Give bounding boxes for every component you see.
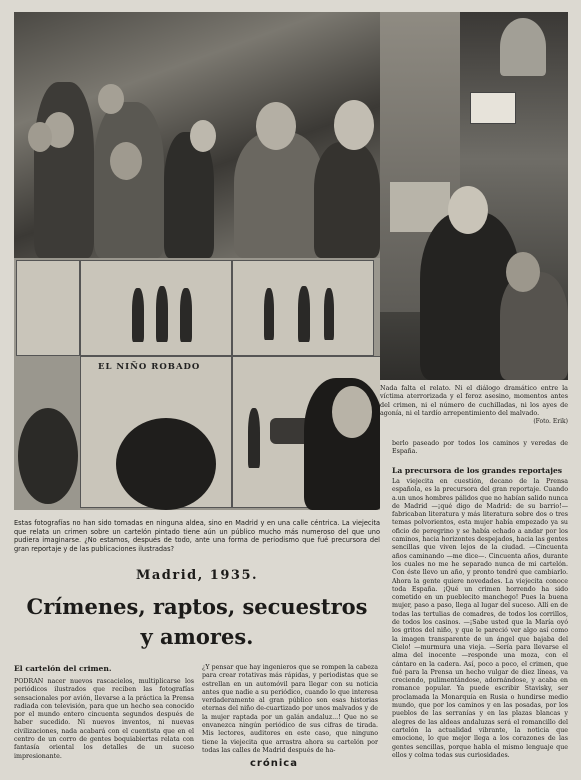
photo-caption-right [380, 384, 568, 426]
title-line-1: Crímenes, raptos, secuestros [26, 594, 368, 619]
painted-title: EL NIÑO ROBADO [98, 362, 201, 372]
title-line-2: y amores. [140, 624, 254, 649]
notice-photo [470, 92, 516, 124]
photo-caption-right-text: Nada falta el relato. Ni el diálogo dramático entre la víctima aterrorizada y el feroz asesino, momentos antes del crimen, ni el número de cuchilladas, ni los ayes de agonía, ni el tardío arrepentimiento del malvado. [380, 384, 568, 418]
column-3-top: berlo paseado por todos los caminos y veredas de España. [392, 440, 568, 456]
footer-masthead: crónica [250, 758, 298, 769]
photo-caption-main: Estas fotografías no han sido tomadas en ninguna aldea, sino en Madrid y en una calle céntrica. La viejecita que relata un crimen sobre un cartelón pintado tiene aún un público mucho más numeroso del que uno pudiera imaginarse. ¿No estamos, después de todo, ante una forma de periodismo que fué precursora del gran reportaje y de las publicaciones ilustradas? [14, 519, 380, 553]
section-heading-1: El cartelón del crimen. [14, 664, 112, 673]
column-3: La viejecita en cuestión, decano de la Prensa española, es la precursora del gran reportaje. Cuando a.un unos hombres pálidos que no habían salido nunca de Madrid —¡qué digo de Madrid: de su barrio!— fabricaban literatura y más literatura sobre dos o tres temas polvorientos, esta mujer había empezado ya su oficio de peregrino y se había echado a andar por los caminos, hacia horizontes despejados, hacia las gentes sencillas que viven lejos de la ciudad. —Cincuenta años caminando —me dice—. Cincuenta años, durante los cuales no me he separado nunca de mi cartelón. Con éste llevo un año, y pronto tendré que cambiarlo. Ahora la gente quiere novedades. La viejecita conoce toda España. ¡Qué un crimen horrendo ha sido cometido en un pueblecito manchego! Pues la buena mujer, paso a paso, llega al lugar del suceso. Allí en de todas las tertulias de comadres, de todos los corrillos, de todos los casinos. —¡Sabe usted que la María oyó los gritos del niño, y que le pareció ver algo así como la imagen transparente de un ángel que bajaba del Cielo! —murmura una vieja. —Sería para llevarse el alma del inocente —responde una moza, con el cántaro en la cadera. Así, poco a poco, el crimen, que fué para la Prensa un hecho vulgar de diez líneas, va creciendo, pulimentándose, adornándose, y acaba en romance popular. Ya puede escribir Stavisky, ser proclamada la Monarquía en Rusia o hundirse medio mundo, que por los caminos y en las posadas, por los pueblos de las serranías y en las plazas blancas y alegres de las aldeas andaluzas será el romancillo del cartelón la actualidad vibrante, la noticia que emocione, lo que mejor llega a los corazones de las gentes sencillas, porque habla el mismo lenguaje que ellos y colma todas sus curiosidades. [392, 478, 568, 759]
column-2: ¿Y pensar que hay ingenieros que se rompen la cabeza para crear rotativas más rápidas, y periodistas que se estrellan en un automóvil para llegar con su noticia antes que nadie a su periódico, cuando lo que interesa verdaderamente al gran público son esas historias eternas del niño de-cuartizado por unos malvados y de la mujer raptada por un galán andaluz...! Que no se envanezca ningún periódico de sus cifras de tirada. Mis lectores, auditores en este caso, que ninguno tiene la viejecita que arrastra ahora su cartelón por todas las calles de Madrid después de ha- [202, 664, 378, 754]
section-heading-2: La precursora de los grandes reportajes [392, 466, 563, 475]
page-title [14, 592, 380, 652]
sign-photo [500, 18, 546, 76]
cartel-photo [14, 258, 380, 510]
crowd-photo [14, 12, 380, 258]
photo-credit: (Foto. Erik) [533, 417, 568, 425]
kicker: Madrid, 1935. [135, 568, 259, 583]
column-1: PODRÁN nacer nuevos rascacielos, multiplicarse los periódicos ilustrados que reciben las fotografías sensacionales por avión, llevarse a la práctica la Prensa radiada con televisión, para que un hecho sea conocido por el mundo entero cincuenta segundos después de haber sucedido. Ni nuevos inventos, ni nuevas civilizaciones, nada acabará con el cuentista que en el centro de un corro de gentes boquiabiertas relata con fantasía oriental los detalles de un suceso impresionante. [14, 678, 194, 760]
